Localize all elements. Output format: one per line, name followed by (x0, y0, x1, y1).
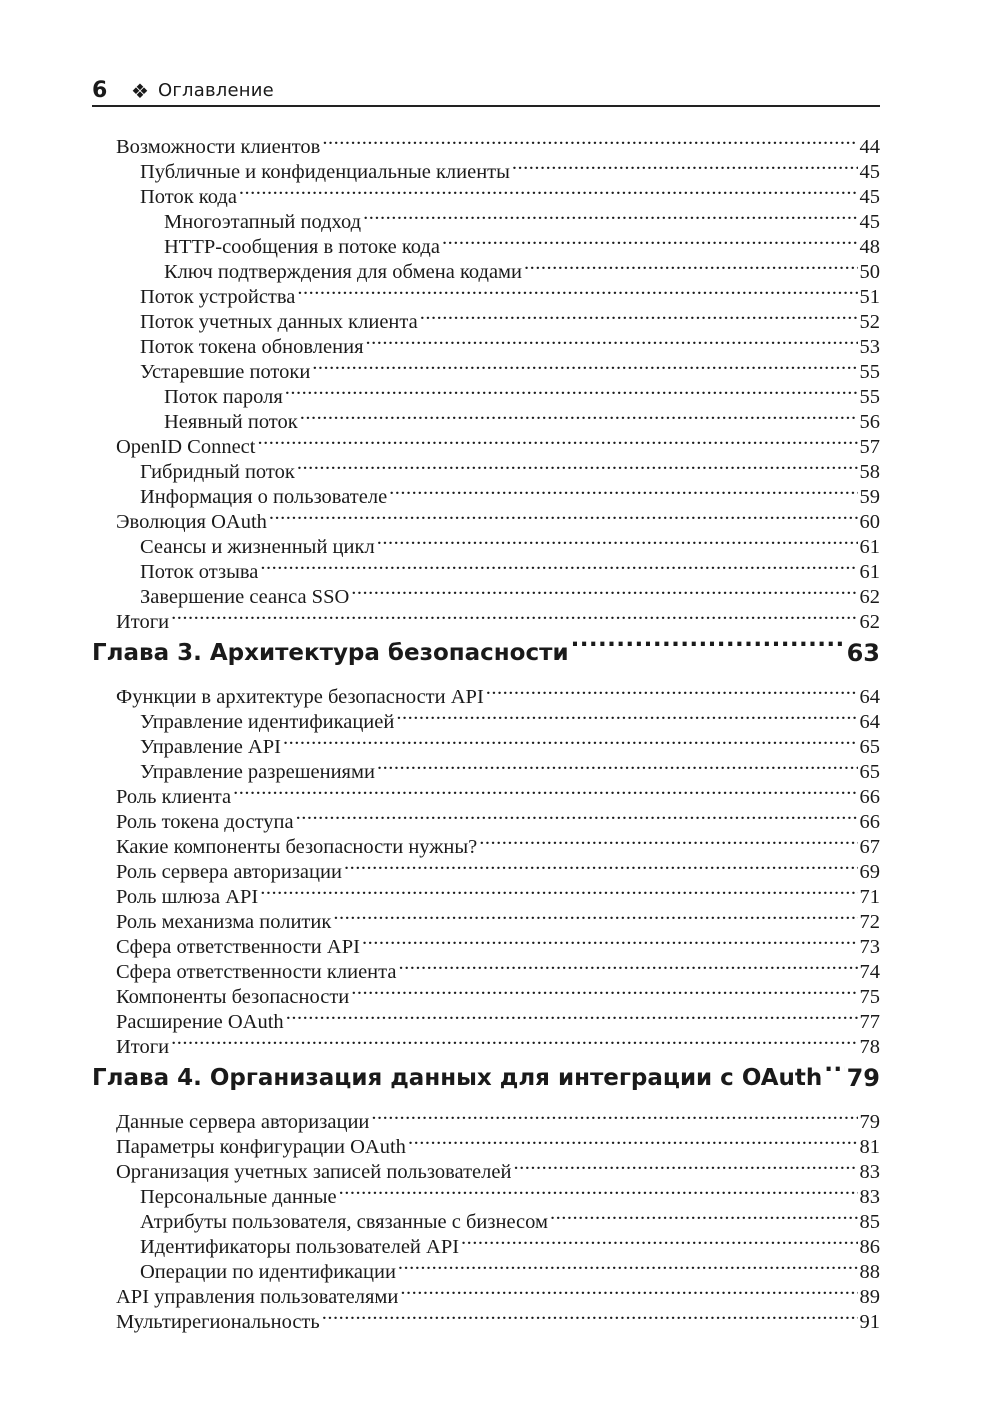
dot-leader (377, 528, 858, 553)
entry-page-number: 64 (859, 711, 880, 733)
dot-leader (571, 628, 845, 678)
dot-leader (286, 1003, 858, 1028)
chapter-entry[interactable] (92, 628, 880, 678)
ornament-icon: ❖ (131, 79, 149, 103)
entry-title: Роль сервера авторизации (116, 861, 342, 883)
entry-page-number: 89 (859, 1286, 880, 1308)
dot-leader (363, 203, 857, 228)
entry-page-number: 58 (859, 461, 880, 483)
entry-page-number: 83 (859, 1161, 880, 1183)
entry-title: Поток пароля (164, 386, 283, 408)
entry-page-number: 45 (859, 186, 880, 208)
entry-title: Функции в архитектуре безопасности API (116, 686, 484, 708)
entry-title: Итоги (116, 1036, 170, 1058)
toc-entry[interactable] (92, 1103, 880, 1133)
entry-title: Персональные данные (140, 1186, 337, 1208)
entry-title: Расширение OAuth (116, 1011, 284, 1033)
dot-leader (398, 953, 857, 978)
entry-page-number: 75 (859, 986, 880, 1008)
dot-leader (389, 478, 857, 503)
entry-page-number: 59 (859, 486, 880, 508)
dot-leader (486, 678, 858, 703)
entry-title: Компоненты безопасности (116, 986, 350, 1008)
dot-leader (233, 778, 857, 803)
dot-leader (377, 753, 858, 778)
entry-title: Неявный поток (164, 411, 298, 433)
dot-leader (408, 1128, 858, 1153)
toc-entry[interactable] (92, 603, 880, 633)
dot-leader (239, 178, 858, 203)
dot-leader (371, 1103, 857, 1128)
entry-page-number: 79 (846, 1064, 880, 1092)
entry-page-number: 50 (859, 261, 880, 283)
page-number: 6 (92, 78, 108, 103)
entry-title: Поток отзыва (140, 561, 259, 583)
dot-leader (479, 828, 857, 853)
entry-page-number: 74 (859, 961, 880, 983)
entry-page-number: 69 (859, 861, 880, 883)
entry-title: Мультирегиональность (116, 1311, 320, 1333)
dot-leader (269, 503, 858, 528)
entry-title: Роль механизма политик (116, 911, 332, 933)
entry-page-number: 91 (859, 1311, 880, 1333)
dot-leader (461, 1228, 857, 1253)
dot-leader (400, 1278, 857, 1303)
dot-leader (512, 153, 858, 178)
entry-title: Атрибуты пользователя, связанные с бизнесом (140, 1211, 548, 1233)
entry-page-number: 44 (859, 136, 880, 158)
entry-title: Сфера ответственности API (116, 936, 360, 958)
entry-title: HTTP-сообщения в потоке кода (164, 236, 440, 258)
entry-page-number: 81 (859, 1136, 880, 1158)
dot-leader (257, 428, 857, 453)
entry-page-number: 48 (859, 236, 880, 258)
entry-page-number: 51 (859, 286, 880, 308)
dot-leader (351, 978, 857, 1003)
entry-title: Сфера ответственности клиента (116, 961, 397, 983)
entry-title: Устаревшие потоки (140, 361, 311, 383)
dot-leader (396, 703, 857, 728)
dot-leader (442, 228, 858, 253)
dot-leader (420, 303, 858, 328)
entry-title: API управления пользователями (116, 1286, 399, 1308)
entry-page-number: 60 (859, 511, 880, 533)
dot-leader (297, 278, 857, 303)
entry-page-number: 73 (859, 936, 880, 958)
entry-title: Какие компоненты безопасности нужны? (116, 836, 478, 858)
dot-leader (312, 353, 857, 378)
entry-title: Многоэтапный подход (164, 211, 362, 233)
entry-page-number: 88 (859, 1261, 880, 1283)
entry-title: Возможности клиентов (116, 136, 321, 158)
dot-leader (322, 1303, 858, 1328)
entry-page-number: 77 (859, 1011, 880, 1033)
entry-title: Глава 3. Архитектура безопасности (92, 640, 569, 666)
entry-page-number: 72 (859, 911, 880, 933)
entry-page-number: 53 (859, 336, 880, 358)
entry-title: Сеансы и жизненный цикл (140, 536, 375, 558)
dot-leader (171, 1028, 857, 1053)
entry-page-number: 67 (859, 836, 880, 858)
entry-title: Итоги (116, 611, 170, 633)
entry-page-number: 55 (859, 386, 880, 408)
entry-page-number: 55 (859, 361, 880, 383)
dot-leader (296, 803, 858, 828)
entry-title: Глава 4. Организация данных для интеграции с OAuth (92, 1065, 823, 1091)
entry-page-number: 63 (846, 639, 880, 667)
entry-title: Роль шлюза API (116, 886, 259, 908)
dot-leader (351, 578, 857, 603)
dot-leader (366, 328, 858, 353)
entry-page-number: 57 (859, 436, 880, 458)
dot-leader (524, 253, 858, 278)
entry-page-number: 61 (859, 536, 880, 558)
entry-page-number: 66 (859, 786, 880, 808)
entry-title: Завершение сеанса SSO (140, 586, 350, 608)
entry-page-number: 56 (859, 411, 880, 433)
entry-page-number: 62 (859, 611, 880, 633)
entry-page-number: 45 (859, 161, 880, 183)
section-title: Оглавление (158, 80, 274, 101)
dot-leader (285, 378, 858, 403)
toc-entry[interactable] (92, 1028, 880, 1058)
entry-title: Поток устройства (140, 286, 296, 308)
entry-title: Поток учетных данных клиента (140, 311, 418, 333)
entry-title: Ключ подтверждения для обмена кодами (164, 261, 522, 283)
entry-title: Параметры конфигурации OAuth (116, 1136, 406, 1158)
entry-title: Роль токена доступа (116, 811, 294, 833)
dot-leader (300, 403, 858, 428)
entry-title: Роль клиента (116, 786, 232, 808)
entry-title: Поток токена обновления (140, 336, 364, 358)
entry-title: Идентификаторы пользователей API (140, 1236, 460, 1258)
entry-page-number: 62 (859, 586, 880, 608)
dot-leader (333, 903, 857, 928)
entry-page-number: 64 (859, 686, 880, 708)
entry-title: Операции по идентификации (140, 1261, 396, 1283)
running-head (92, 76, 880, 106)
toc-entry[interactable] (92, 128, 880, 158)
dot-leader (339, 1178, 858, 1203)
entry-title: Эволюция OAuth (116, 511, 267, 533)
entry-title: Управление идентификацией (140, 711, 395, 733)
entry-page-number: 61 (859, 561, 880, 583)
entry-page-number: 45 (859, 211, 880, 233)
dot-leader (550, 1203, 858, 1228)
entry-page-number: 52 (859, 311, 880, 333)
chapter-entry[interactable] (92, 1053, 880, 1103)
entry-title: Данные сервера авторизации (116, 1111, 370, 1133)
entry-title: Поток кода (140, 186, 237, 208)
dot-leader (260, 878, 857, 903)
entry-page-number: 85 (859, 1211, 880, 1233)
entry-title: OpenID Connect (116, 436, 256, 458)
dot-leader (344, 853, 858, 878)
dot-leader (513, 1153, 857, 1178)
toc-entry[interactable] (92, 678, 880, 708)
dot-leader (362, 928, 858, 953)
entry-page-number: 66 (859, 811, 880, 833)
header-rule (92, 105, 880, 107)
entry-page-number: 71 (859, 886, 880, 908)
entry-page-number: 86 (859, 1236, 880, 1258)
entry-title: Гибридный поток (140, 461, 295, 483)
entry-page-number: 83 (859, 1186, 880, 1208)
dot-leader (283, 728, 858, 753)
entry-page-number: 78 (859, 1036, 880, 1058)
table-of-contents (92, 128, 880, 1333)
dot-leader (824, 1053, 844, 1103)
entry-title: Публичные и конфиденциальные клиенты (140, 161, 510, 183)
entry-page-number: 79 (859, 1111, 880, 1133)
entry-title: Управление API (140, 736, 281, 758)
entry-title: Организация учетных записей пользователей (116, 1161, 512, 1183)
dot-leader (297, 453, 858, 478)
entry-title: Информация о пользователе (140, 486, 388, 508)
dot-leader (322, 128, 857, 153)
dot-leader (398, 1253, 858, 1278)
dot-leader (171, 603, 857, 628)
entry-page-number: 65 (859, 761, 880, 783)
entry-title: Управление разрешениями (140, 761, 375, 783)
dot-leader (260, 553, 857, 578)
entry-page-number: 65 (859, 736, 880, 758)
